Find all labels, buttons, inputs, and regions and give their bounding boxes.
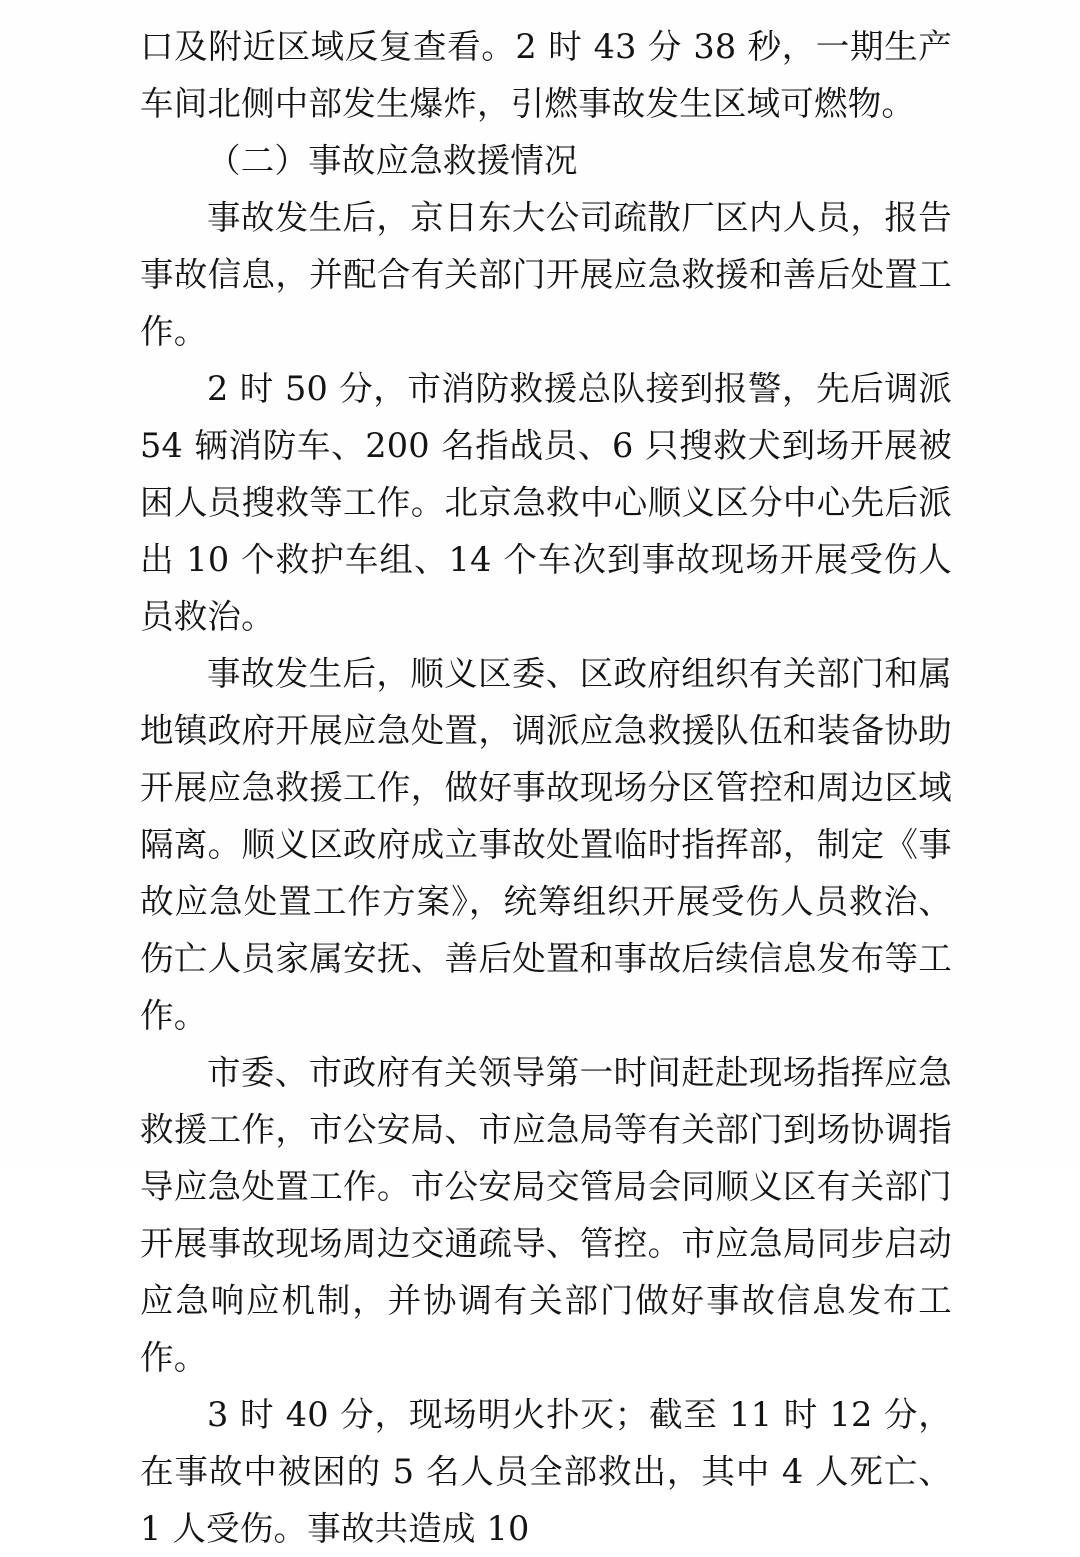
paragraph-3: 事故发生后，顺义区委、区政府组织有关部门和属地镇政府开展应急处置，调派应急救援队伍和装备协助开展应急救援工作，做好事故现场分区管控和周边区域隔离。顺义区政府成立事故处置临时指挥部，制定《事故应急处置工作方案》，统筹组织开展受伤人员救治、伤亡人员家属安抚、善后处置和事故后续信息发布等工作。 — [140, 654, 952, 1035]
paragraph-1: 事故发生后，京日东大公司疏散厂区内人员，报告事故信息，并配合有关部门开展应急救援和善后处置工作。 — [140, 198, 952, 351]
document-body — [140, 18, 952, 1557]
paragraph-4: 市委、市政府有关领导第一时间赶赴现场指挥应急救援工作，市公安局、市应急局等有关部门到场协调指导应急处置工作。市公安局交管局会同顺义区有关部门开展事故现场周边交通疏导、管控。市应急局同步启动应急响应机制，并协调有关部门做好事故信息发布工作。 — [140, 1053, 952, 1377]
paragraph-2: 2 时 50 分，市消防救援总队接到报警，先后调派 54 辆消防车、200 名指战员、6 只搜救犬到场开展被困人员搜救等工作。北京急救中心顺义区分中心先后派出 10 个救护车组、14 个车次到事故现场开展受伤人员救治。 — [140, 369, 952, 636]
paragraph-5: 3 时 40 分，现场明火扑灭；截至 11 时 12 分，在事故中被困的 5 名人员全部救出，其中 4 人死亡、1 人受伤。事故共造成 10 — [140, 1395, 952, 1548]
section-heading: （二）事故应急救援情况 — [207, 141, 578, 180]
paragraph-continuation: 口及附近区域反复查看。2 时 43 分 38 秒，一期生产车间北侧中部发生爆炸，引燃事故发生区域可燃物。 — [140, 27, 952, 123]
